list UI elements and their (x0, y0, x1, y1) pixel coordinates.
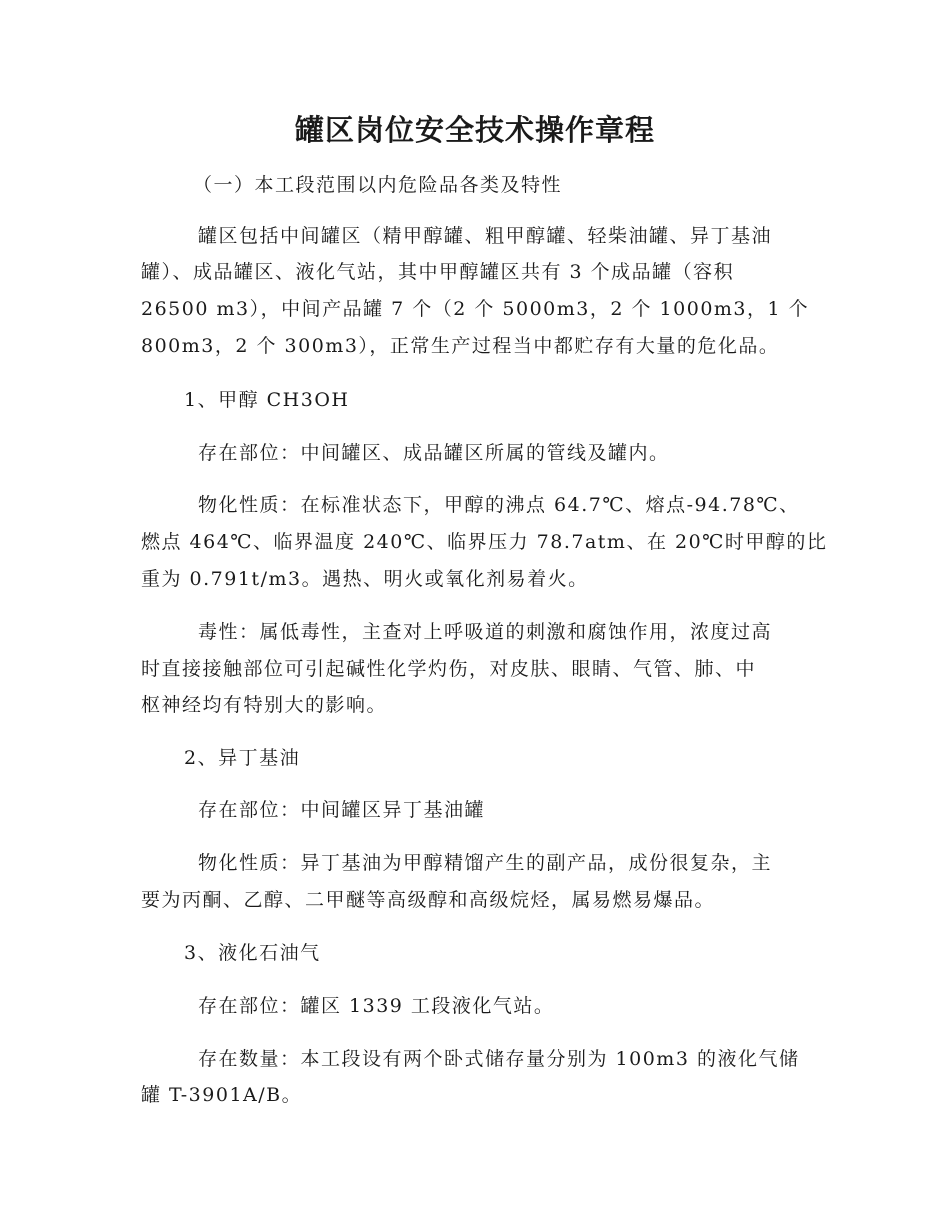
paragraph-line: 存在部位：罐区 1339 工段液化气站。 (198, 995, 555, 1017)
paragraph-line: 时直接接触部位可引起碱性化学灼伤，对皮肤、眼睛、气管、肺、中 (141, 658, 757, 680)
paragraph-line: 重为 0.791t/m3。遇热、明火或氧化剂易着火。 (141, 568, 589, 590)
paragraph-line: 燃点 464℃、临界温度 240℃、临界压力 78.7atm、在 20℃时甲醇的比 (141, 531, 828, 553)
paragraph-line: 物化性质：异丁基油为甲醇精馏产生的副产品，成份很复杂，主 (198, 852, 773, 874)
paragraph-line: 罐 T-3901A/B。 (141, 1084, 303, 1106)
paragraph-line: 枢神经均有特别大的影响。 (141, 694, 388, 716)
paragraph-line: 800m3，2 个 300m3），正常生产过程当中都贮存有大量的危化品。 (141, 335, 780, 357)
paragraph-line: 物化性质：在标准状态下，甲醇的沸点 64.7℃、熔点-94.78℃、 (198, 494, 800, 516)
subsection-heading: 1、甲醇 CH3OH (184, 389, 350, 411)
paragraph-line: 存在数量：本工段设有两个卧式储存量分别为 100m3 的液化气储 (198, 1048, 800, 1070)
paragraph-line: 要为丙酮、乙醇、二甲醚等高级醇和高级烷烃，属易燃易爆品。 (141, 889, 716, 911)
paragraph-line: 罐区包括中间罐区（精甲醇罐、粗甲醇罐、轻柴油罐、异丁基油 (198, 225, 773, 247)
section-heading: （一）本工段范围以内危险品各类及特性 (193, 174, 563, 196)
subsection-heading: 2、异丁基油 (184, 747, 301, 769)
paragraph-line: 26500 m3），中间产品罐 7 个（2 个 5000m3，2 个 1000m3，1 个 (141, 298, 810, 320)
paragraph-line: 罐）、成品罐区、液化气站，其中甲醇罐区共有 3 个成品罐（容积 (141, 261, 735, 283)
paragraph-line: 毒性：属低毒性，主查对上呼吸道的刺激和腐蚀作用，浓度过高 (198, 621, 773, 643)
paragraph-line: 存在部位：中间罐区、成品罐区所属的管线及罐内。 (198, 442, 670, 464)
paragraph-line: 存在部位：中间罐区异丁基油罐 (198, 799, 486, 821)
document-title: 罐区岗位安全技术操作章程 (294, 113, 655, 147)
subsection-heading: 3、液化石油气 (184, 942, 321, 964)
